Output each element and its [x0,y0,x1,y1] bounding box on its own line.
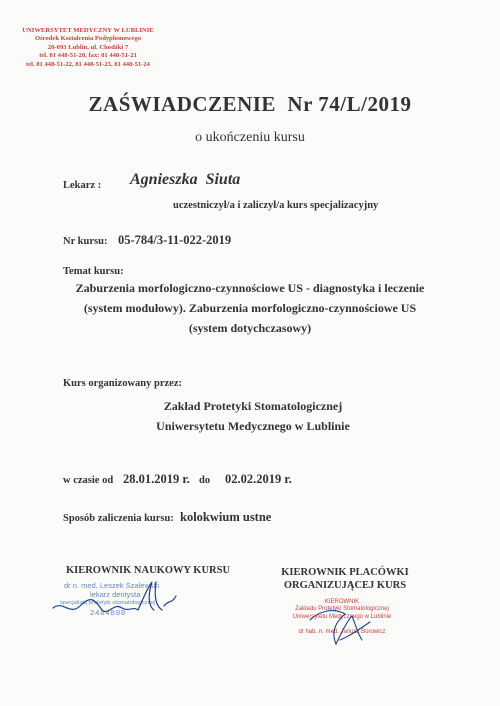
date-to-value: 02.02.2019 r. [225,472,292,486]
signature-left [48,572,188,622]
scientific-director-title: KIEROWNIK NAUKOWY KURSU [65,565,231,576]
signature-right [300,600,390,650]
participation-text: uczestniczył/a i zaliczył/a kurs specjalizacyjny [173,200,379,211]
doctor-label: Lekarz : [63,180,102,191]
stamp-line: KIEROWNIK [324,599,360,605]
organizer-line: Zakład Protetyki Stomatologicznej [163,399,343,413]
organizer-label: Kurs organizowany przez: [63,378,182,389]
topic-line: (system modułowy). Zaburzenia morfologiczno-czynnościowe US [83,301,417,315]
completion-label: Sposób zaliczenia kursu: [63,513,174,524]
stamp-line: lekarz dentysta [90,590,141,599]
course-number-label: Nr kursu: [63,236,108,247]
topic-label: Temat kursu: [63,266,124,277]
date-from-value: 28.01.2019 r. [123,472,190,486]
date-to-label: do [199,475,211,486]
stamp-line: dr hab. n. med. Janusz Borowicz [298,629,386,636]
completion-value: kolokwium ustne [180,510,272,524]
topic-line: Zaburzenia morfologiczno-czynnościowe US - diagnostyka i leczenie [75,281,425,295]
course-number-value: 05-784/3-11-022-2019 [118,233,232,247]
certificate-title: ZAŚWIADCZENIE Nr 74/L/2019 [88,92,412,116]
facility-director-title-line: ORGANIZUJĄCEJ KURS [283,580,407,591]
stamp-line: Zakładu Protetyki Stomatologicznej [295,606,389,613]
stamp-line: specjalista protetyki stomatologicznej [60,600,156,606]
institution-stamp-line: Ośrodek Kształcenia Podyplomowego [34,35,142,43]
doctor-name: Agnieszka Siuta [130,171,241,188]
institution-stamp [18,27,158,69]
topic-line: (system dotychczasowy) [188,321,312,335]
institution-stamp-line: tel. 81 448-51-22, 81 448-51-23, 81 448-51-24 [26,60,150,68]
organizer-text [106,396,400,436]
organizer-line: Uniwersytetu Medycznego w Lublinie [156,419,350,433]
institution-stamp-line: UNIWERSYTET MEDYCZNY W LUBLINIE [22,27,154,34]
topic-text [56,278,444,338]
facility-director-title [255,566,435,592]
institution-stamp-line: tel. 81 448-51-20, fax: 81 448-51-21 [39,52,137,60]
facility-director-title-line: KIEROWNIK PLACÓWKI [281,567,409,578]
stamp-line: Uniwersytetu Medycznego w Lublinie [292,613,392,620]
stamp-line: 2484888 [90,608,127,617]
date-from-label: w czasie od [63,475,114,486]
institution-stamp-line: 20-093 Lublin, ul. Chodźki 7 [47,43,129,51]
certificate-subtitle: o ukończeniu kursu [195,130,305,145]
stamp-line: dr n. med. Leszek Szalewski [64,581,160,590]
